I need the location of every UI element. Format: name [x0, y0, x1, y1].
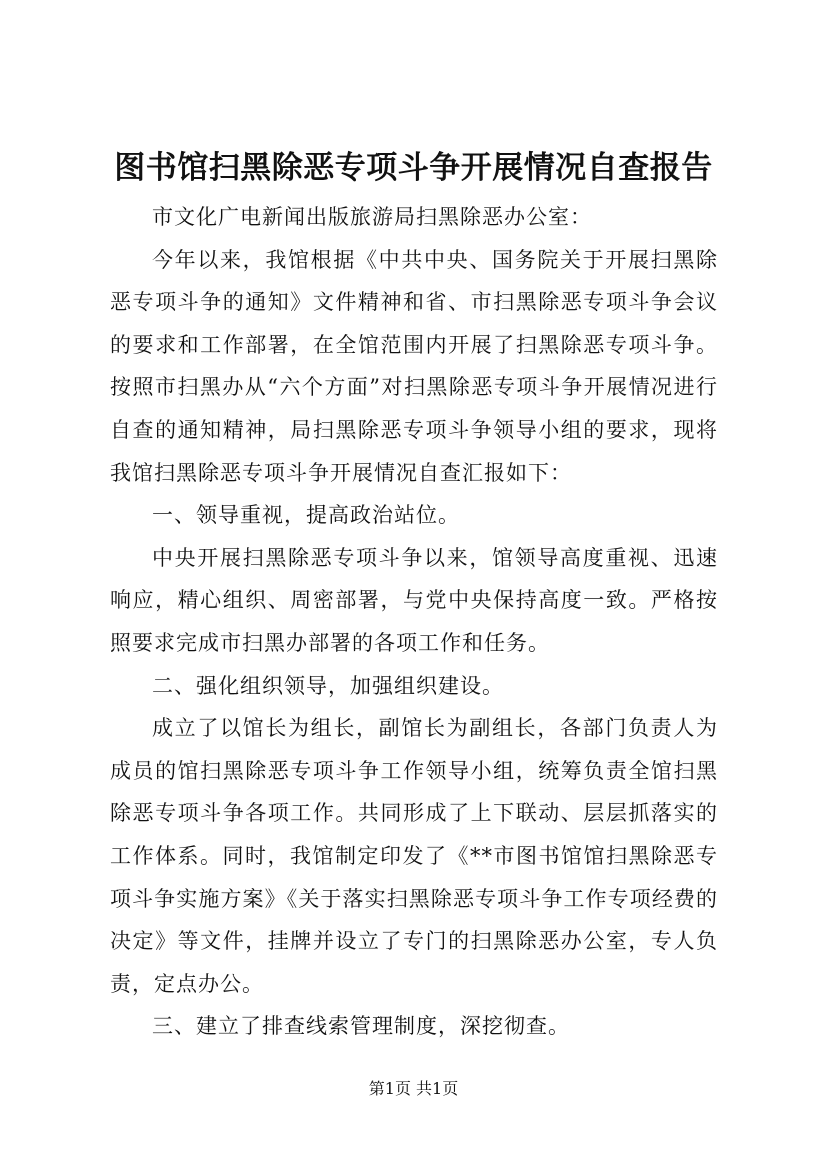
section-paragraph-1: 中央开展扫黑除恶专项斗争以来，馆领导高度重视、迅速响应，精心组织、周密部署，与党中央保持高度一致。严格按照要求完成市扫黑办部署的各项工作和任务。: [110, 545, 718, 655]
intro-paragraph: 今年以来，我馆根据《中共中央、国务院关于开展扫黑除恶专项斗争的通知》文件精神和省、市扫黑除恶专项斗争会议的要求和工作部署，在全馆范围内开展了扫黑除恶专项斗争。按照市扫黑办从“六个方面”对扫黑除恶专项斗争开展情况进行自查的通知精神，局扫黑除恶专项斗争领导小组的要求，现将我馆扫黑除恶专项斗争开展情况自查汇报如下：: [110, 247, 718, 485]
section-heading-3: 三、建立了排查线索管理制度，深挖彻查。: [152, 1014, 570, 1039]
salutation-paragraph: 市文化广电新闻出版旅游局扫黑除恶办公室：: [152, 205, 592, 229]
section-heading-1: 一、领导重视，提高政治站位。: [152, 503, 460, 528]
section-heading-2: 二、强化组织领导，加强组织建设。: [152, 673, 504, 698]
section-paragraph-2: 成立了以馆长为组长，副馆长为副组长，各部门负责人为成员的馆扫黑除恶专项斗争工作领导小组，统筹负责全馆扫黑除恶专项斗争各项工作。共同形成了上下联动、层层抓落实的工作体系。同时，我馆制定印发了《**市图书馆馆扫黑除恶专项斗争实施方案》《关于落实扫黑除恶专项斗争工作专项经费的决定》等文件，挂牌并设立了专门的扫黑除恶办公室，专人负责，定点办公。: [110, 716, 718, 996]
document-body: [110, 196, 718, 1048]
document-title: 图书馆扫黑除恶专项斗争开展情况自查报告: [114, 150, 713, 186]
page-footer: 第1页 共1页: [368, 1079, 459, 1098]
